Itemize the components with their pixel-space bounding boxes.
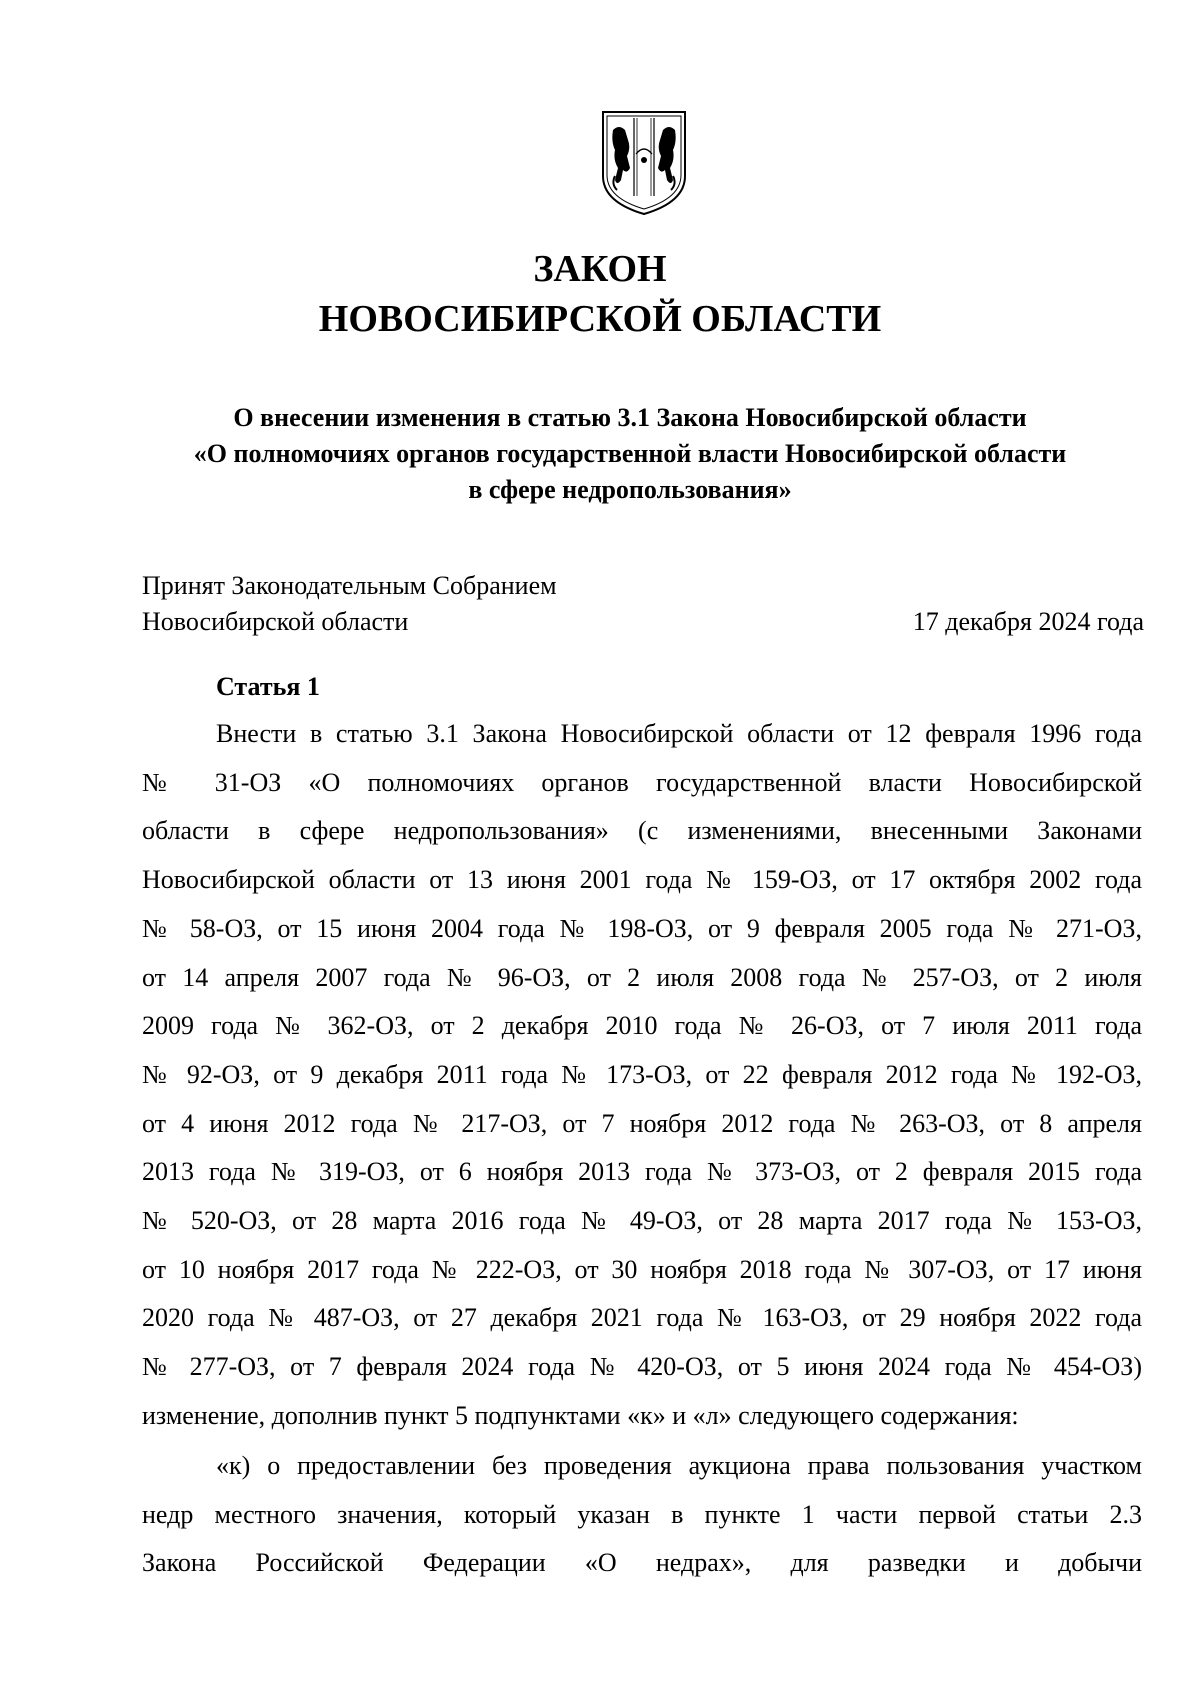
paragraph-line: от 4 июня 2012 года № 217-ОЗ, от 7 ноября 2012 года № 263-ОЗ, от 8 апреля [142, 1108, 1142, 1138]
paragraph-line: № 520-ОЗ, от 28 марта 2016 года № 49-ОЗ, от 28 марта 2017 года № 153-ОЗ, [142, 1206, 1142, 1236]
subparagraph-k [142, 1442, 1142, 1588]
paragraph-line: 2013 года № 319-ОЗ, от 6 ноября 2013 года № 373-ОЗ, от 2 февраля 2015 года [142, 1157, 1142, 1187]
article-paragraph [142, 710, 1142, 1441]
paragraph-line: 2020 года № 487-ОЗ, от 27 декабря 2021 года № 163-ОЗ, от 29 ноября 2022 года [142, 1303, 1142, 1333]
adoption-line: Новосибирской области [142, 607, 409, 636]
adoption-line: Принят Законодательным Собранием [142, 571, 557, 600]
law-subject [120, 400, 1140, 508]
paragraph-line: № 31-ОЗ «О полномочиях органов государственной власти Новосибирской [142, 767, 1142, 797]
law-region-title: НОВОСИБИРСКОЙ ОБЛАСТИ [318, 298, 882, 340]
paragraph-line: Новосибирской области от 13 июня 2001 года № 159-ОЗ, от 17 октября 2002 года [142, 865, 1142, 895]
paragraph-line: от 14 апреля 2007 года № 96-ОЗ, от 2 июля 2008 года № 257-ОЗ, от 2 июля [142, 962, 1142, 992]
subject-line: О внесении изменения в статью 3.1 Закона Новосибирской области [233, 403, 1027, 432]
subject-line: в сфере недропользования» [468, 475, 792, 504]
paragraph-line: Закона Российской Федерации «О недрах», для разведки и добычи [142, 1548, 1142, 1578]
law-title: ЗАКОН [533, 248, 667, 290]
paragraph-line: изменение, дополнив пункт 5 подпунктами «к» и «л» следующего содержания: [142, 1400, 1019, 1430]
paragraph-line: недр местного значения, который указан в пункте 1 части первой статьи 2.3 [142, 1499, 1142, 1529]
paragraph-line: 2009 года № 362-ОЗ, от 2 декабря 2010 года № 26-ОЗ, от 7 июля 2011 года [142, 1011, 1142, 1041]
subject-line: «О полномочиях органов государственной власти Новосибирской области [193, 439, 1067, 468]
paragraph-line: Внести в статью 3.1 Закона Новосибирской области от 12 февраля 1996 года [216, 719, 1142, 748]
adoption-date: 17 декабря 2024 года [912, 607, 1144, 636]
paragraph-line: «к) о предоставлении без проведения аукциона права пользования участком [216, 1451, 1142, 1480]
paragraph-line: № 92-ОЗ, от 9 декабря 2011 года № 173-ОЗ, от 22 февраля 2012 года № 192-ОЗ, [142, 1059, 1142, 1089]
article-heading: Статья 1 [216, 672, 320, 701]
adoption-statement [142, 568, 557, 640]
paragraph-line: № 58-ОЗ, от 15 июня 2004 года № 198-ОЗ, от 9 февраля 2005 года № 271-ОЗ, [142, 913, 1142, 943]
paragraph-line: области в сфере недропользования» (с изменениями, внесенными Законами [142, 816, 1142, 846]
coat-of-arms-emblem [601, 110, 687, 216]
paragraph-line: № 277-ОЗ, от 7 февраля 2024 года № 420-ОЗ, от 5 июня 2024 года № 454-ОЗ) [142, 1352, 1142, 1382]
paragraph-line: от 10 ноября 2017 года № 222-ОЗ, от 30 ноября 2018 года № 307-ОЗ, от 17 июня [142, 1254, 1142, 1284]
